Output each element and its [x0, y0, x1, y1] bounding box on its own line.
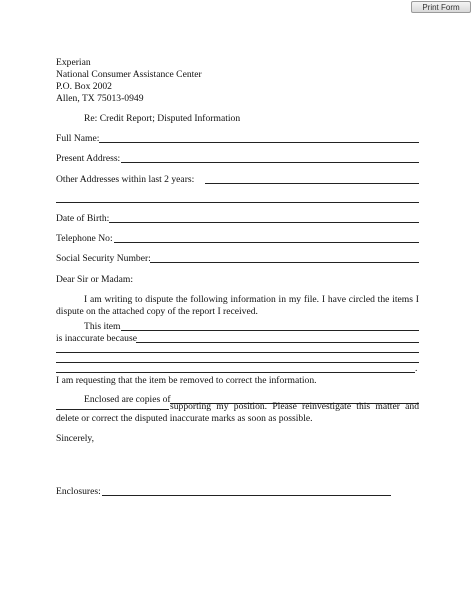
print-form-button[interactable]: Print Form: [411, 1, 471, 13]
date-of-birth-label: Date of Birth:: [56, 213, 110, 224]
present-address-label: Present Address:: [56, 153, 121, 164]
intro-paragraph: [56, 294, 419, 318]
supporting-paragraph: supporting my position. Please reinvestigate this matter and delete or correct the disputed inaccurate marks as soon as possible.: [56, 401, 419, 424]
inaccurate-because-field-4[interactable]: [56, 372, 415, 373]
inaccurate-because-field-2[interactable]: [56, 352, 419, 353]
other-addresses-label: Other Addresses within last 2 years:: [56, 174, 195, 185]
inaccurate-because-label: is inaccurate because: [56, 333, 137, 344]
intro-text: I am writing to dispute the following information in my file. I have circled the items I dispute on the attached copy of the report I received.: [56, 294, 419, 317]
inaccurate-because-field-3[interactable]: [56, 362, 419, 363]
salutation: Dear Sir or Madam:: [56, 274, 133, 285]
other-addresses-field[interactable]: [205, 183, 419, 184]
recipient-org: National Consumer Assistance Center: [56, 69, 202, 80]
ssn-label: Social Security Number:: [56, 253, 151, 264]
enclosures-label: Enclosures:: [56, 486, 101, 497]
recipient-name: Experian: [56, 57, 91, 68]
enclosed-copies-label: Enclosed are copies of: [84, 394, 171, 405]
present-address-field[interactable]: [121, 162, 419, 163]
date-of-birth-field[interactable]: [109, 222, 419, 223]
recipient-city: Allen, TX 75013-0949: [56, 93, 144, 104]
ssn-field[interactable]: [150, 262, 419, 263]
this-item-label: This item: [84, 321, 121, 332]
request-statement: I am requesting that the item be removed to correct the information.: [56, 375, 317, 386]
telephone-field[interactable]: [114, 242, 419, 243]
other-addresses-field-2[interactable]: [56, 202, 419, 203]
this-item-field[interactable]: [121, 330, 419, 331]
closing: Sincerely,: [56, 433, 95, 444]
enclosures-field[interactable]: [102, 495, 391, 496]
full-name-field[interactable]: [99, 142, 419, 143]
inaccurate-period: .: [415, 363, 418, 374]
subject-line: Re: Credit Report; Disputed Information: [84, 113, 241, 124]
recipient-po-box: P.O. Box 2002: [56, 81, 112, 92]
full-name-label: Full Name:: [56, 133, 100, 144]
telephone-label: Telephone No:: [56, 233, 113, 244]
inaccurate-because-field[interactable]: [136, 342, 419, 343]
